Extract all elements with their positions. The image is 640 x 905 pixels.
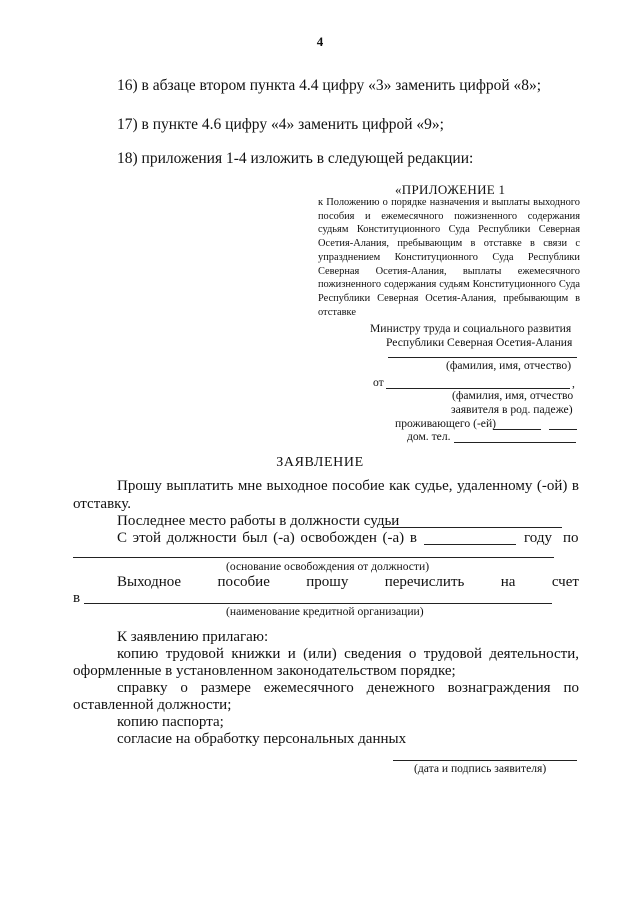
addressee-line-2: Республики Северная Осетия-Алания	[386, 336, 573, 349]
from-label: от	[373, 376, 384, 389]
dismissal-basis-line	[73, 557, 554, 558]
statement-heading: ЗАЯВЛЕНИЕ	[276, 455, 364, 470]
transfer-line: Выходное пособие прошу перечислить на счет	[117, 574, 579, 590]
signature-line	[393, 760, 577, 761]
attachment-item-1: копию трудовой книжки и (или) сведения о трудовой деятельности,	[117, 646, 579, 662]
applicant-caption-1: (фамилия, имя, отчество	[452, 389, 574, 402]
attachment-item-3: копию паспорта;	[117, 714, 224, 730]
attachment-item-1-line-2: оформленные в установленном законодательством порядке;	[73, 663, 456, 679]
year-label: году	[524, 530, 552, 546]
phone-line	[454, 442, 576, 443]
amendment-item-17: 17) в пункте 4.6 цифру «4» заменить цифрой «9»;	[117, 116, 444, 133]
request-line: Прошу выплатить мне выходное пособие как судье, удаленному (-ой) в	[117, 478, 579, 494]
dismissed-line: С этой должности был (-а) освобожден (-а) в	[117, 530, 417, 546]
dismissal-date-line	[424, 544, 516, 545]
amendment-item-18: 18) приложения 1-4 изложить в следующей редакции:	[117, 150, 474, 167]
residing-label: проживающего (-ей)	[395, 417, 497, 430]
comma: ,	[572, 377, 575, 390]
minister-name-caption: (фамилия, имя, отчество)	[446, 359, 572, 372]
attachments-intro: К заявлению прилагаю:	[117, 629, 269, 645]
appendix-note: к Положению о порядке назначения и выплаты выходного пособия и ежемесячного пожизненного содержания судьям Конституционного Суда Республики Северная Осетия-Алания, пребывающим в отставке в связи с упразднением Конституционного Суда Республики Северная Осетия-Алания, выплаты ежемесячного пожизненного содержания судьям Конституционного Суда Республики Северная Осетия-Алания, пребывающим в отставке	[318, 197, 580, 318]
attachment-item-2: справку о размере ежемесячного денежного вознаграждения по	[117, 680, 579, 696]
attachment-item-4: согласие на обработку персональных данных	[117, 731, 407, 747]
signature-caption: (дата и подпись заявителя)	[414, 762, 547, 775]
bank-name-line	[84, 603, 552, 604]
amendment-item-16: 16) в абзаце втором пункта 4.4 цифру «3» заменить цифрой «8»;	[117, 77, 542, 94]
attachment-item-2-line-2: оставленной должности;	[73, 697, 232, 713]
last-workplace-label: Последнее место работы в должности судьи	[117, 513, 400, 529]
request-line-2: отставку.	[73, 496, 132, 512]
applicant-caption-2: заявителя в род. падеже)	[451, 403, 573, 416]
dismissal-basis-caption: (основание освобождения от должности)	[226, 560, 430, 573]
residing-line-1	[493, 429, 541, 430]
appendix-title: «ПРИЛОЖЕНИЕ 1	[395, 182, 506, 197]
phone-label: дом. тел.	[407, 430, 451, 443]
in-label: в	[73, 590, 81, 606]
residing-line-2	[549, 429, 577, 430]
page-number: 4	[316, 34, 324, 49]
addressee-line-1: Министру труда и социального развития	[370, 322, 572, 335]
minister-name-line	[388, 357, 577, 358]
by-label: по	[563, 530, 579, 546]
last-workplace-line	[382, 527, 562, 528]
bank-name-caption: (наименование кредитной организации)	[226, 605, 424, 618]
